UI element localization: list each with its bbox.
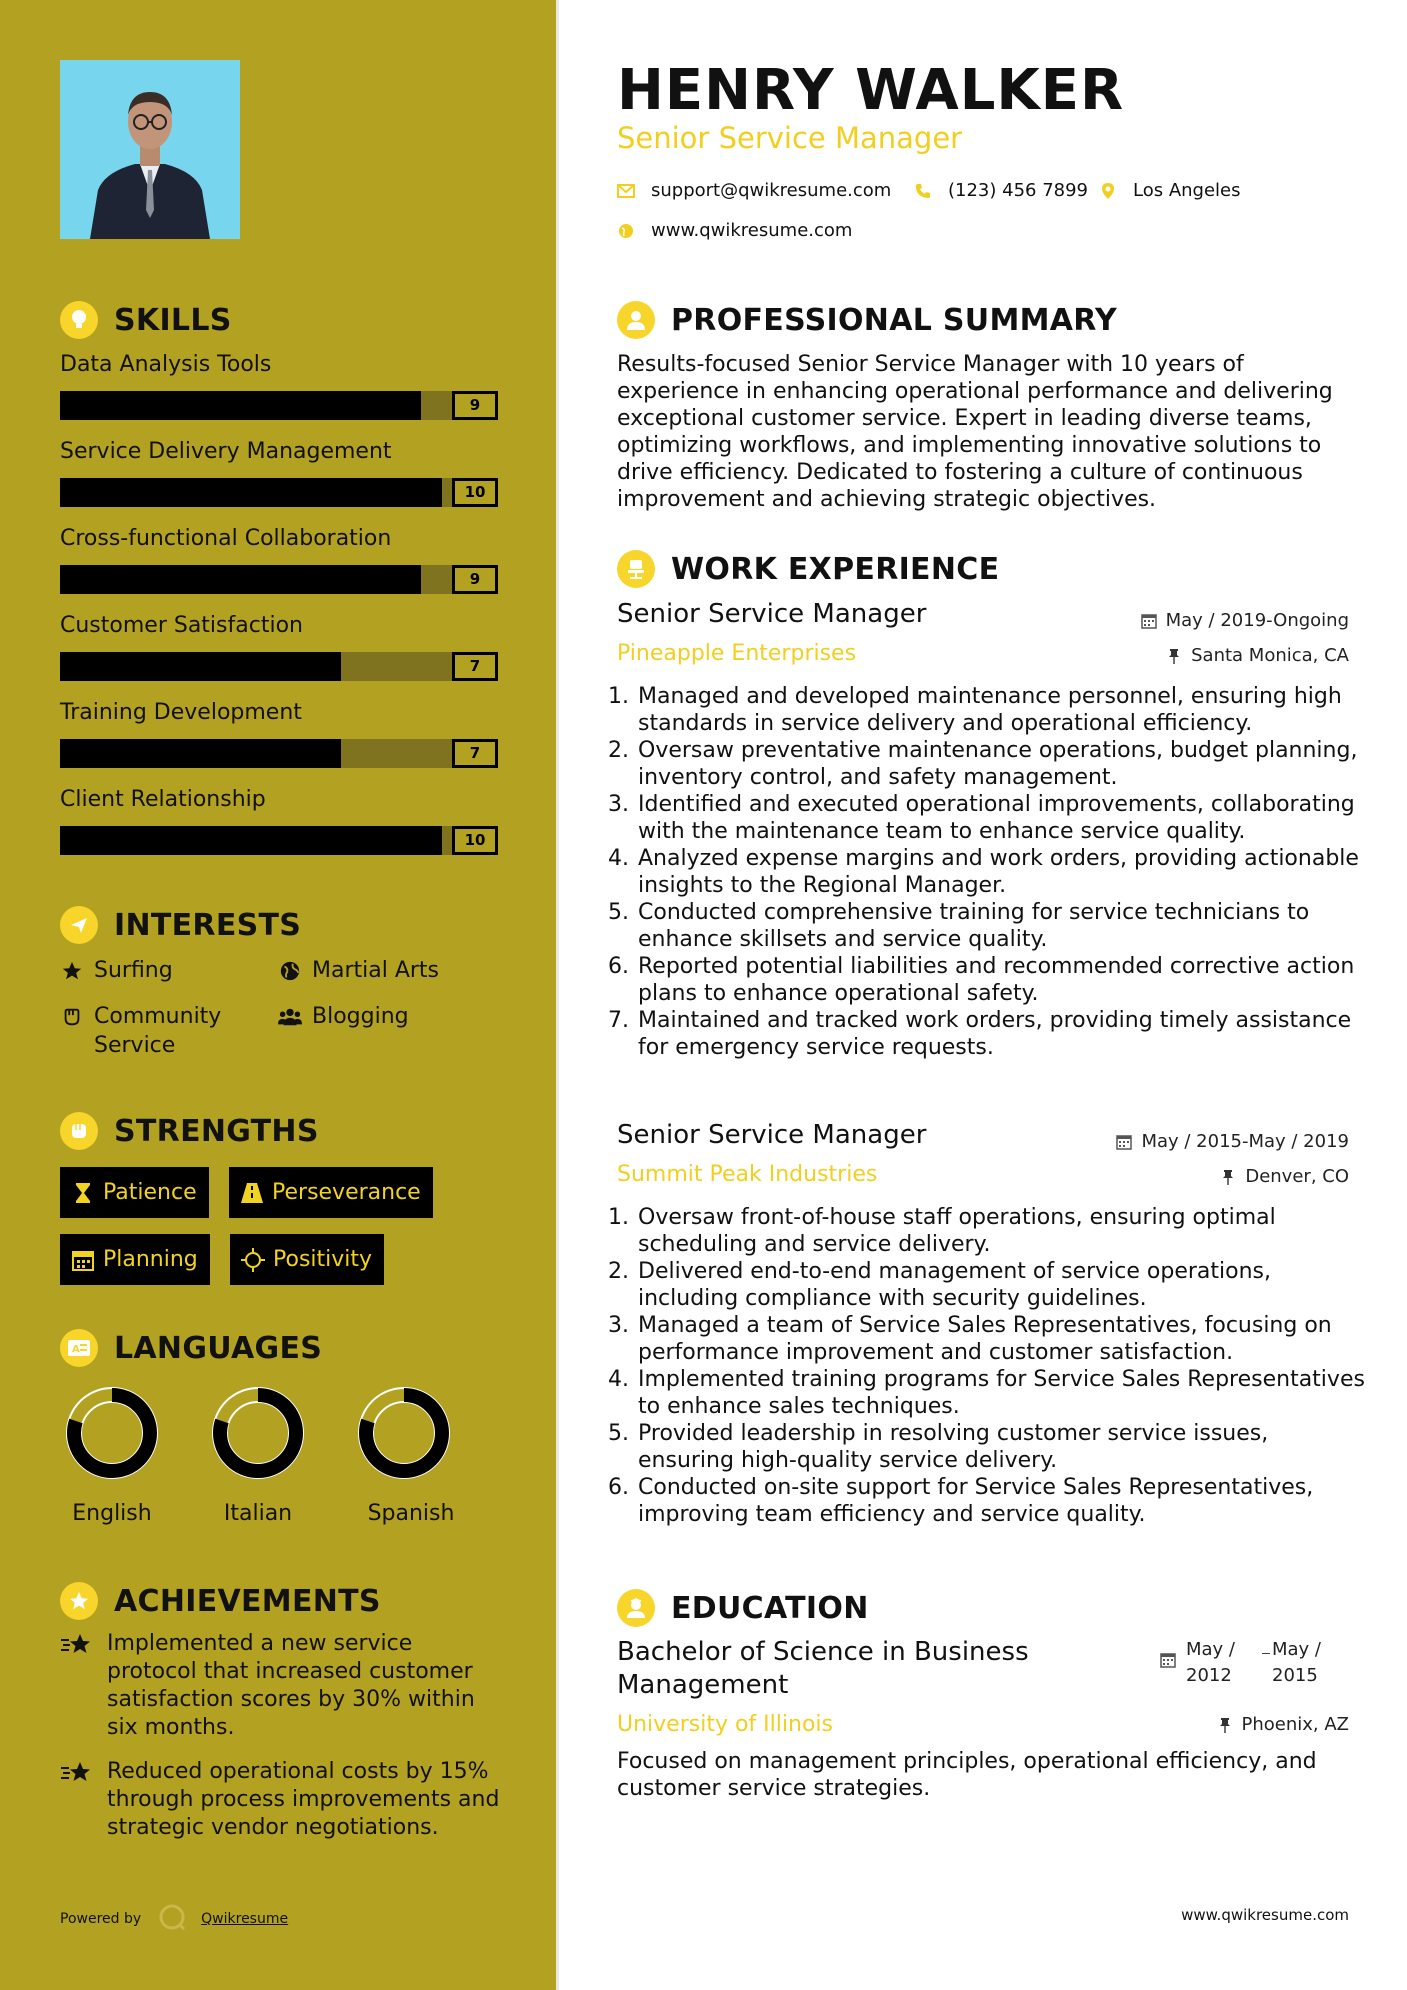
skill-level: 9 — [452, 391, 498, 420]
skill-bar — [60, 739, 498, 768]
skill-bar-fill — [60, 652, 341, 681]
job-location-text: Santa Monica, CA — [1191, 645, 1349, 666]
company-name: Pineapple Enterprises — [617, 641, 857, 666]
sun-icon — [241, 1248, 265, 1272]
company-name: Summit Peak Industries — [617, 1162, 878, 1187]
language-label: Spanish — [367, 1501, 455, 1526]
envelope-icon — [617, 182, 635, 200]
job-title: Senior Service Manager — [617, 1120, 927, 1150]
achievements-title: ACHIEVEMENTS — [114, 1583, 381, 1619]
pushpin-icon — [1165, 647, 1183, 665]
skill-bar-fill — [60, 565, 421, 594]
achievements-heading — [60, 1582, 381, 1620]
responsibility-item: 3. Managed a team of Service Sales Representatives, focusing on performance improvement and customer satisfaction. — [636, 1312, 1371, 1366]
job-date — [1115, 1131, 1349, 1152]
location-text: Los Angeles — [1133, 180, 1241, 201]
job-location-text: Denver, CO — [1245, 1166, 1349, 1187]
job-date-text: May / 2015-May / 2019 — [1141, 1131, 1349, 1152]
candidate-role: Senior Service Manager — [617, 121, 963, 155]
strength-badge — [60, 1167, 209, 1218]
skill-level: 10 — [452, 826, 498, 855]
qwikresume-logo-icon — [157, 1902, 187, 1936]
skill-bar — [60, 565, 498, 594]
star-badge-icon — [60, 1582, 98, 1620]
column-divider — [556, 0, 559, 1990]
responsibility-item: 2. Delivered end-to-end management of service operations, including compliance with security guidelines. — [636, 1258, 1371, 1312]
skill-bar — [60, 826, 498, 855]
interest-item — [278, 956, 439, 985]
experience-title: WORK EXPERIENCE — [671, 551, 1000, 587]
skill-bar — [60, 391, 498, 420]
skill-bar-fill — [60, 739, 341, 768]
skill-bar — [60, 478, 498, 507]
responsibility-item: 2. Oversaw preventative maintenance operations, budget planning, inventory control, and safety management. — [636, 737, 1371, 791]
job-responsibilities — [610, 683, 1371, 1061]
summary-heading — [617, 301, 1117, 339]
shooting-star-icon — [60, 1758, 92, 1788]
svg-text:A: A — [72, 1344, 80, 1355]
interest-label: Surfing — [94, 958, 173, 983]
skill-name: Customer Satisfaction — [60, 613, 303, 638]
job-responsibilities — [610, 1204, 1371, 1528]
strength-badge — [230, 1234, 384, 1285]
achievement-text: Implemented a new service protocol that increased customer satisfaction scores by 30% within six months. — [107, 1631, 475, 1740]
skill-level: 10 — [452, 478, 498, 507]
date-separator — [1262, 1653, 1270, 1654]
language-label: English — [72, 1501, 152, 1526]
skill-name: Data Analysis Tools — [60, 352, 272, 377]
skill-bar-fill — [60, 478, 442, 507]
globe-icon — [617, 222, 635, 240]
candidate-name: HENRY WALKER — [617, 58, 1125, 123]
school-name: University of Illinois — [617, 1712, 833, 1737]
users-icon — [278, 1002, 302, 1031]
interests-title: INTERESTS — [114, 907, 302, 943]
responsibility-item: 6. Reported potential liabilities and recommended corrective action plans to enhance operational safety. — [636, 953, 1371, 1007]
responsibility-item: 5. Conducted comprehensive training for service technicians to enhance skillsets and service quality. — [636, 899, 1371, 953]
summary-text: Results-focused Senior Service Manager with 10 years of experience in enhancing operational performance and delivering exceptional customer service. Expert in leading diverse teams, optimizing workflows, and implementing innovative solutions to drive efficiency. Dedicated to fostering a culture of continuous improvement and achieving strategic objectives. — [617, 352, 1333, 512]
contact-phone[interactable] — [914, 180, 1088, 201]
skill-bar-fill — [60, 826, 442, 855]
skill-name: Client Relationship — [60, 787, 266, 812]
calendar-icon — [1115, 1133, 1133, 1151]
lightbulb-icon — [60, 301, 98, 339]
education-start-line1: May / — [1186, 1639, 1235, 1660]
calendar-icon — [1140, 612, 1158, 630]
job-date — [1140, 610, 1349, 631]
interest-item — [278, 1002, 409, 1031]
skill-bar — [60, 652, 498, 681]
interest-label: Blogging — [312, 1004, 409, 1029]
interest-item — [60, 956, 173, 985]
strength-badge — [229, 1167, 433, 1218]
contact-location — [1099, 180, 1241, 201]
contact-email[interactable] — [617, 180, 891, 201]
education-description: Focused on management principles, operational efficiency, and customer service strategies. — [617, 1749, 1317, 1801]
hand-icon — [60, 1002, 84, 1031]
skills-heading — [60, 301, 232, 339]
language-ring — [358, 1387, 450, 1479]
education-start-line2: 2012 — [1186, 1665, 1232, 1686]
languages-title: LANGUAGES — [114, 1330, 323, 1366]
language-ring — [212, 1387, 304, 1479]
profile-photo — [60, 60, 240, 239]
strengths-title: STRENGTHS — [114, 1113, 319, 1149]
experience-heading — [617, 550, 999, 588]
education-heading — [617, 1589, 869, 1627]
interests-heading — [60, 906, 301, 944]
email-text: support@qwikresume.com — [651, 180, 892, 201]
graduate-icon — [617, 1589, 655, 1627]
user-icon — [617, 301, 655, 339]
calendar-icon — [1160, 1652, 1176, 1672]
education-title: EDUCATION — [671, 1590, 869, 1626]
strength-label: Planning — [103, 1247, 198, 1272]
job-location — [1165, 645, 1349, 666]
responsibility-item: 5. Provided leadership in resolving customer service issues, ensuring high-quality service delivery. — [636, 1420, 1371, 1474]
contact-website[interactable] — [617, 220, 852, 241]
phone-text: (123) 456 7899 — [948, 180, 1089, 201]
responsibility-item: 6. Conducted on-site support for Service Sales Representatives, improving team efficiency and service quality. — [636, 1474, 1371, 1528]
language-card-icon — [60, 1329, 98, 1367]
skill-level: 7 — [452, 739, 498, 768]
interest-item — [60, 1002, 240, 1060]
strength-label: Patience — [103, 1180, 197, 1205]
responsibility-item: 1. Managed and developed maintenance personnel, ensuring high standards in service delivery and operational efficiency. — [636, 683, 1371, 737]
education-location-text: Phoenix, AZ — [1241, 1714, 1349, 1735]
skill-bar-fill — [60, 391, 421, 420]
phone-icon — [914, 182, 932, 200]
skills-title: SKILLS — [114, 302, 232, 338]
languages-heading — [60, 1329, 322, 1367]
education-end-date — [1272, 1637, 1321, 1689]
interest-label: Community Service — [94, 1004, 222, 1058]
achievement-item — [60, 1758, 500, 1842]
desk-chair-icon — [617, 550, 655, 588]
skill-name: Service Delivery Management — [60, 439, 392, 464]
calendar-icon — [71, 1248, 95, 1272]
interest-label: Martial Arts — [312, 958, 440, 983]
education-end-line1: May / — [1272, 1639, 1321, 1660]
summary-title: PROFESSIONAL SUMMARY — [671, 302, 1118, 338]
degree-title: Bachelor of Science in Business Management — [617, 1637, 1029, 1700]
education-end-line2: 2015 — [1272, 1665, 1318, 1686]
skill-level: 7 — [452, 652, 498, 681]
paper-plane-icon — [60, 906, 98, 944]
language-label: Italian — [223, 1501, 293, 1526]
pushpin-icon — [1216, 1716, 1234, 1734]
strength-label: Positivity — [273, 1247, 373, 1272]
website-text: www.qwikresume.com — [651, 220, 853, 241]
star-icon — [60, 956, 84, 985]
skill-level: 9 — [452, 565, 498, 594]
responsibility-item: 7. Maintained and tracked work orders, providing timely assistance for emergency service requests. — [636, 1007, 1371, 1061]
footer-website[interactable]: www.qwikresume.com — [1181, 1906, 1349, 1924]
responsibility-item: 4. Implemented training programs for Service Sales Representatives to enhance sales techniques. — [636, 1366, 1371, 1420]
shooting-star-icon — [60, 1630, 92, 1660]
responsibility-item: 3. Identified and executed operational improvements, collaborating with the maintenance team to enhance service quality. — [636, 791, 1371, 845]
powered-by — [60, 1902, 288, 1936]
education-start-date — [1186, 1637, 1235, 1689]
skill-name: Cross-functional Collaboration — [60, 526, 392, 551]
fist-icon — [60, 1112, 98, 1150]
road-icon — [240, 1181, 264, 1205]
job-location — [1219, 1166, 1349, 1187]
strength-badge — [60, 1234, 210, 1285]
achievement-text: Reduced operational costs by 15% through process improvements and strategic vendor negotiations. — [107, 1759, 500, 1840]
skill-name: Training Development — [60, 700, 302, 725]
qwikresume-link[interactable]: Qwikresume — [201, 1911, 289, 1927]
education-location — [1216, 1714, 1350, 1735]
job-date-text: May / 2019-Ongoing — [1165, 610, 1349, 631]
pushpin-icon — [1219, 1168, 1237, 1186]
language-ring — [66, 1387, 158, 1479]
strengths-heading — [60, 1112, 319, 1150]
globe-icon — [278, 956, 302, 985]
responsibility-item: 4. Analyzed expense margins and work orders, providing actionable insights to the Regional Manager. — [636, 845, 1371, 899]
powered-by-label: Powered by — [60, 1911, 142, 1927]
map-pin-icon — [1099, 182, 1117, 200]
responsibility-item: 1. Oversaw front-of-house staff operations, ensuring optimal scheduling and service delivery. — [636, 1204, 1371, 1258]
job-title: Senior Service Manager — [617, 599, 927, 629]
hourglass-icon — [71, 1181, 95, 1205]
achievement-item — [60, 1630, 500, 1742]
strength-label: Perseverance — [272, 1180, 421, 1205]
